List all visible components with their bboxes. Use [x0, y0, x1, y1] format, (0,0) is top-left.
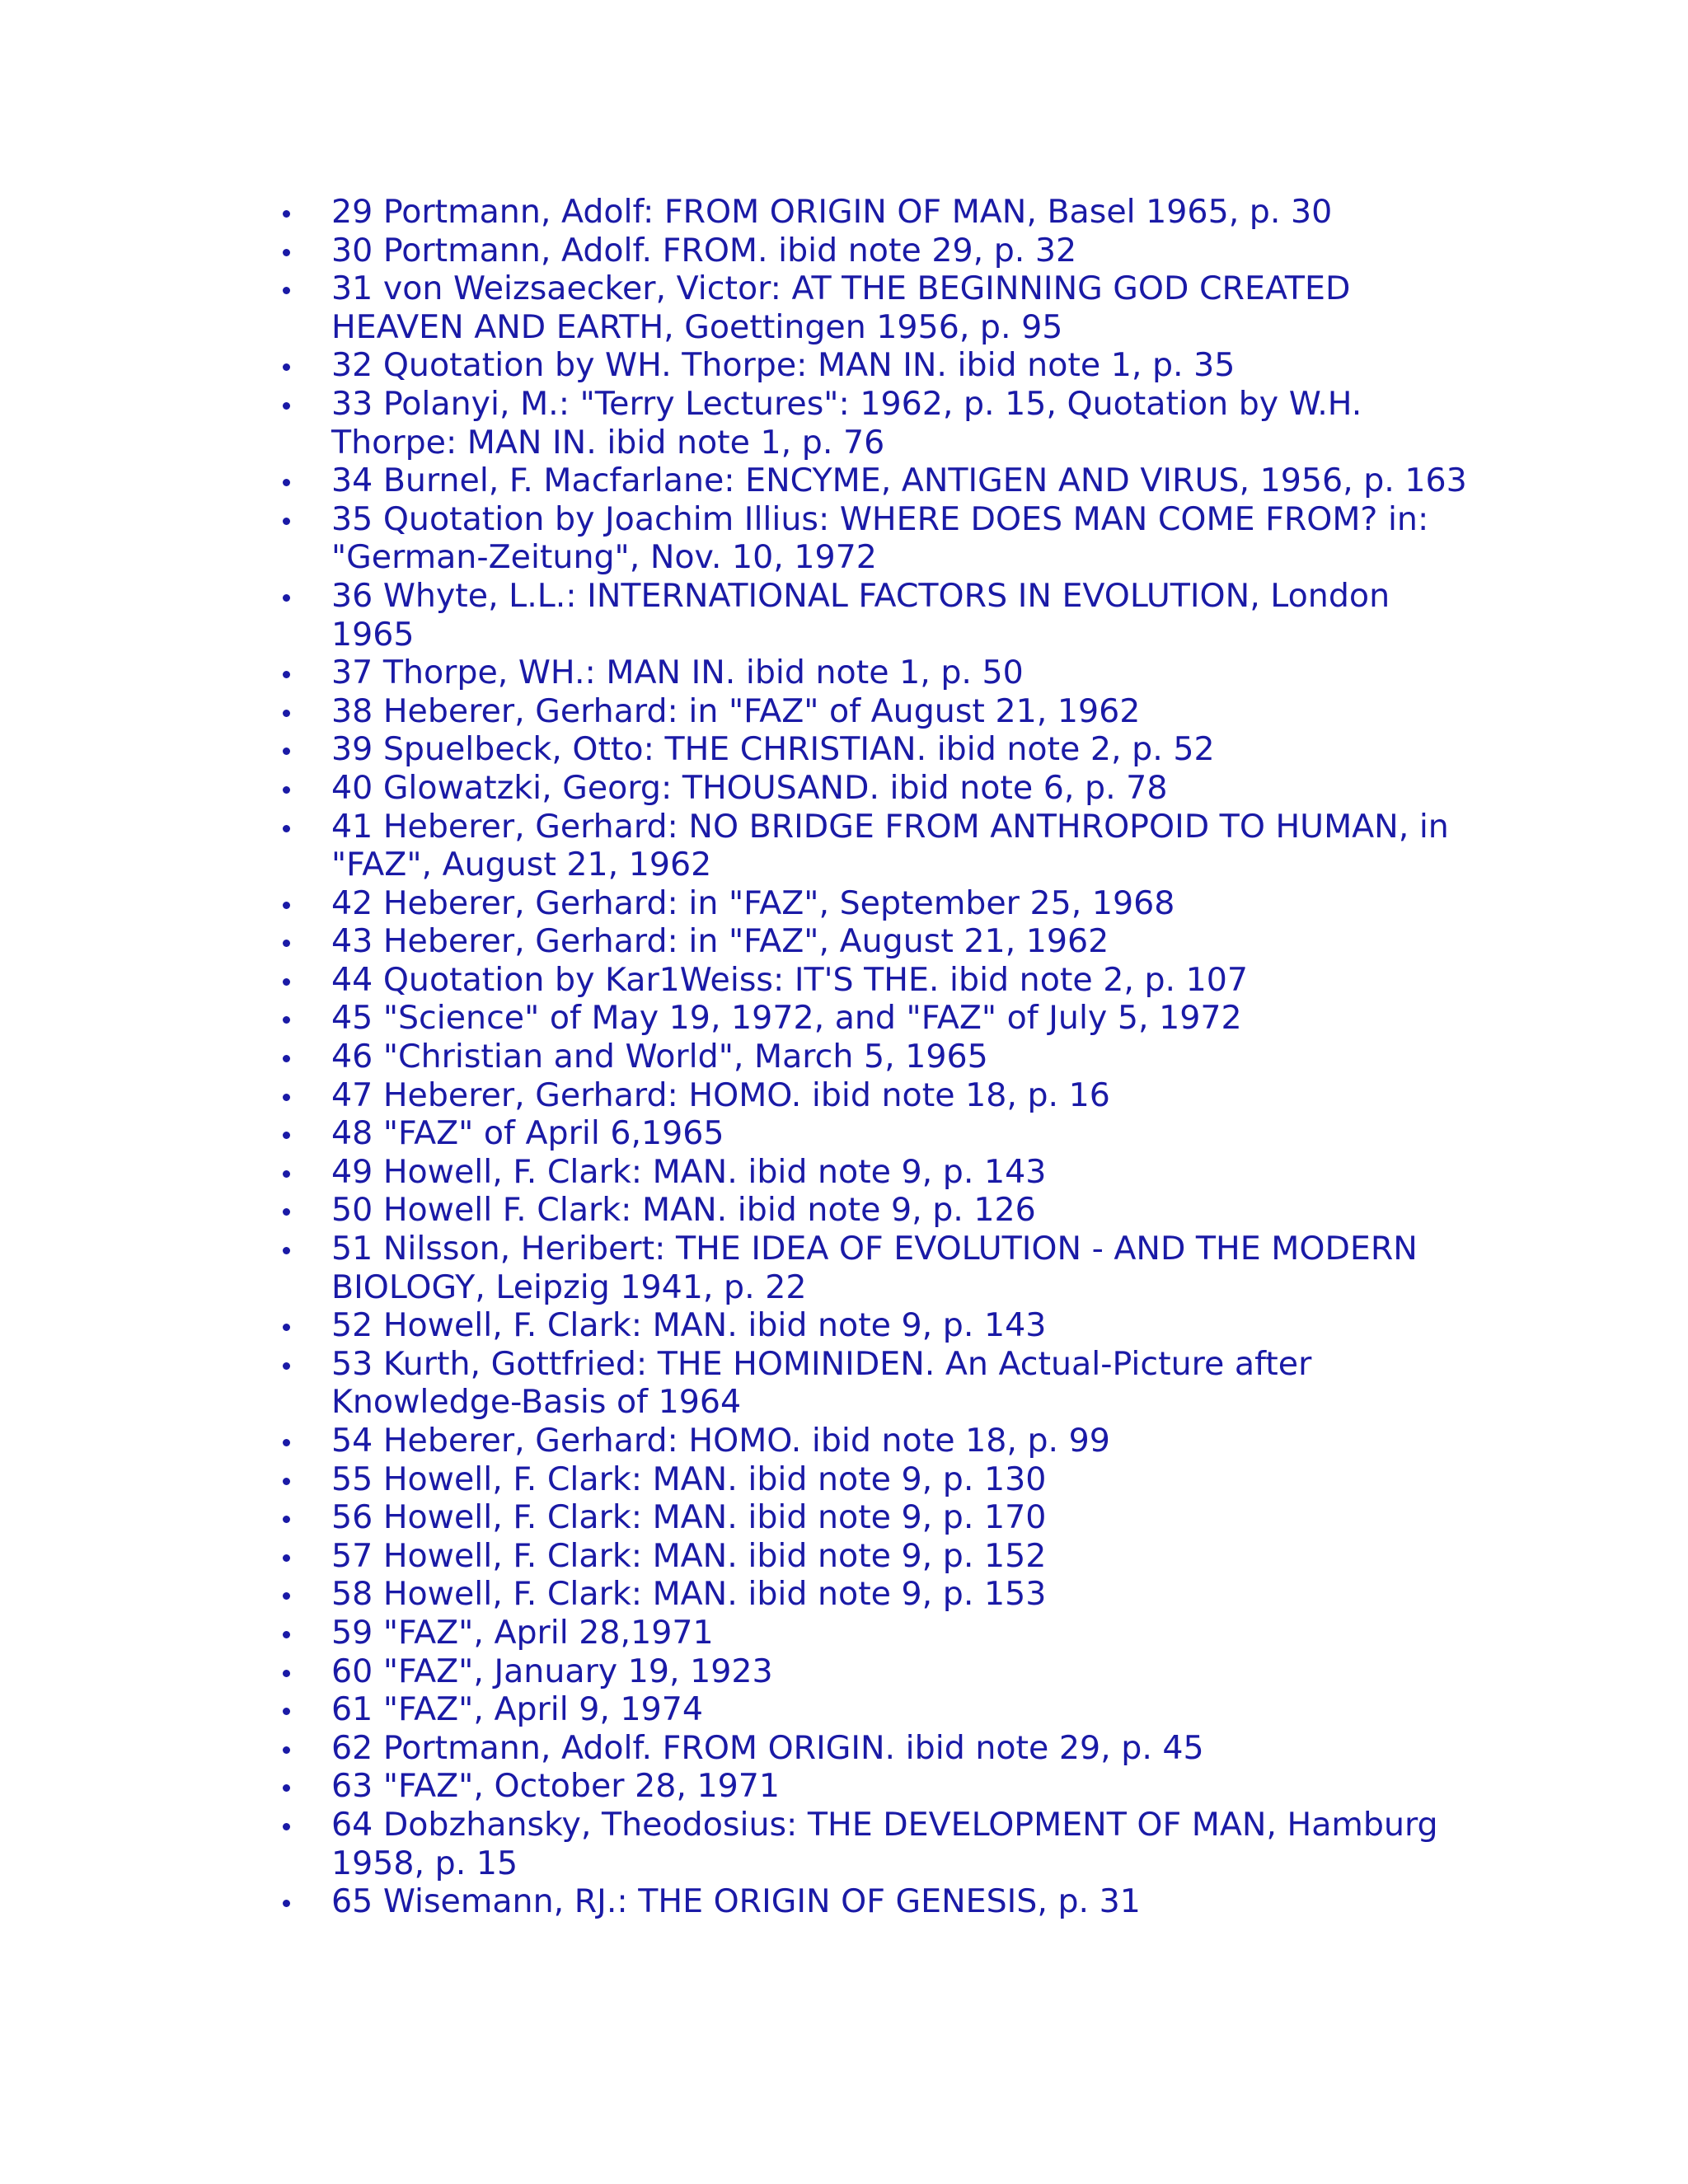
bullet-icon — [283, 518, 290, 525]
endnote-item — [278, 1230, 1473, 1306]
endnote-item — [278, 1153, 1473, 1192]
endnote-text: 44 Quotation by Kar1Weiss: IT'S THE. ibid note 2, p. 107 — [331, 960, 1249, 999]
endnote-text: 45 "Science" of May 19, 1972, and "FAZ" of July 5, 1972 — [331, 999, 1242, 1038]
endnote-item — [278, 232, 1473, 270]
endnote-text: 50 Howell F. Clark: MAN. ibid note 9, p. 126 — [331, 1191, 1036, 1230]
bullet-icon — [283, 1132, 290, 1139]
endnote-text: 30 Portmann, Adolf. FROM. ibid note 29, p. 32 — [331, 231, 1077, 269]
bullet-icon — [283, 1516, 290, 1523]
endnote-item — [278, 1076, 1473, 1115]
endnote-text: 54 Heberer, Gerhard: HOMO. ibid note 18, p. 99 — [331, 1422, 1110, 1460]
endnote-item — [278, 808, 1473, 884]
bullet-icon — [283, 594, 290, 602]
endnote-text: 33 Polanyi, M.: "Terry Lectures": 1962, p. 15, Quotation by W.H. Thorpe: MAN IN. ibid note 1, p. 76 — [331, 384, 1362, 462]
endnote-item — [278, 1038, 1473, 1076]
endnote-text: 46 "Christian and World", March 5, 1965 — [331, 1038, 988, 1076]
bullet-icon — [283, 1823, 290, 1830]
bullet-icon — [283, 748, 290, 755]
endnote-item — [278, 730, 1473, 769]
endnote-text: 61 "FAZ", April 9, 1974 — [331, 1690, 704, 1729]
endnote-item — [278, 1498, 1473, 1537]
endnote-text: 41 Heberer, Gerhard: NO BRIDGE FROM ANTHROPOID TO HUMAN, in "FAZ", August 21, 1962 — [331, 807, 1449, 884]
endnote-text: 55 Howell, F. Clark: MAN. ibid note 9, p. 130 — [331, 1460, 1047, 1498]
endnote-item — [278, 269, 1473, 346]
endnote-text: 53 Kurth, Gottfried: THE HOMINIDEN. An Actual-Picture after Knowledge-Basis of 1964 — [331, 1344, 1312, 1422]
endnote-item — [278, 1767, 1473, 1806]
endnote-text: 65 Wisemann, RJ.: THE ORIGIN OF GENESIS, p. 31 — [331, 1882, 1141, 1921]
endnote-text: 60 "FAZ", January 19, 1923 — [331, 1652, 773, 1690]
endnote-item — [278, 385, 1473, 462]
endnote-text: 48 "FAZ" of April 6,1965 — [331, 1114, 724, 1153]
endnote-item — [278, 1575, 1473, 1614]
bullet-icon — [283, 978, 290, 986]
endnote-item — [278, 1806, 1473, 1882]
endnote-item — [278, 1537, 1473, 1576]
endnote-text: 64 Dobzhansky, Theodosius: THE DEVELOPMENT OF MAN, Hamburg 1958, p. 15 — [331, 1805, 1438, 1882]
bullet-icon — [283, 287, 290, 294]
endnote-text: 52 Howell, F. Clark: MAN. ibid note 9, p. 143 — [331, 1306, 1047, 1345]
bullet-icon — [283, 1631, 290, 1638]
endnote-text: 38 Heberer, Gerhard: in "FAZ" of August 21, 1962 — [331, 691, 1141, 730]
bullet-icon — [283, 1746, 290, 1754]
endnote-item — [278, 654, 1473, 692]
bullet-icon — [283, 710, 290, 717]
endnote-text: 59 "FAZ", April 28,1971 — [331, 1613, 714, 1652]
bullet-icon — [283, 249, 290, 256]
endnote-text: 47 Heberer, Gerhard: HOMO. ibid note 18, p. 16 — [331, 1076, 1110, 1114]
bullet-icon — [283, 1554, 290, 1562]
endnote-text: 36 Whyte, L.L.: INTERNATIONAL FACTORS IN EVOLUTION, London 1965 — [331, 576, 1390, 654]
endnote-item — [278, 884, 1473, 923]
endnote-item — [278, 1729, 1473, 1768]
bullet-icon — [283, 902, 290, 909]
endnote-text: 35 Quotation by Joachim Illius: WHERE DOES MAN COME FROM? in: "German-Zeitung", Nov. 10, 1972 — [331, 499, 1429, 577]
endnotes-list — [278, 193, 1473, 1921]
endnote-item — [278, 961, 1473, 1000]
endnote-text: 32 Quotation by WH. Thorpe: MAN IN. ibid note 1, p. 35 — [331, 346, 1236, 385]
endnote-item — [278, 1460, 1473, 1499]
endnote-text: 51 Nilsson, Heribert: THE IDEA OF EVOLUTION - AND THE MODERN BIOLOGY, Leipzig 1941, p. 22 — [331, 1230, 1418, 1306]
bullet-icon — [283, 1055, 290, 1062]
endnote-item — [278, 500, 1473, 577]
bullet-icon — [283, 940, 290, 947]
endnote-item — [278, 1652, 1473, 1691]
bullet-icon — [283, 671, 290, 678]
endnote-item — [278, 346, 1473, 385]
endnote-item — [278, 1690, 1473, 1729]
endnote-text: 31 von Weizsaecker, Victor: AT THE BEGINNING GOD CREATED HEAVEN AND EARTH, Goettingen 1956, p. 95 — [331, 269, 1351, 346]
bullet-icon — [283, 825, 290, 832]
endnote-item — [278, 692, 1473, 731]
endnote-item — [278, 1422, 1473, 1460]
bullet-icon — [283, 1247, 290, 1254]
bullet-icon — [283, 1592, 290, 1600]
bullet-icon — [283, 1170, 290, 1178]
bullet-icon — [283, 210, 290, 218]
bullet-icon — [283, 363, 290, 371]
bullet-icon — [283, 479, 290, 486]
endnote-item — [278, 577, 1473, 654]
endnote-item — [278, 1191, 1473, 1230]
endnote-item — [278, 1306, 1473, 1345]
bullet-icon — [283, 1094, 290, 1101]
endnote-item — [278, 922, 1473, 961]
endnote-text: 29 Portmann, Adolf: FROM ORIGIN OF MAN, Basel 1965, p. 30 — [331, 193, 1333, 231]
bullet-icon — [283, 786, 290, 794]
endnote-item — [278, 193, 1473, 232]
bullet-icon — [283, 1016, 290, 1024]
endnote-text: 34 Burnel, F. Macfarlane: ENCYME, ANTIGEN AND VIRUS, 1956, p. 163 — [331, 462, 1467, 500]
endnote-text: 39 Spuelbeck, Otto: THE CHRISTIAN. ibid note 2, p. 52 — [331, 730, 1215, 769]
bullet-icon — [283, 402, 290, 410]
bullet-icon — [283, 1670, 290, 1677]
endnote-item — [278, 999, 1473, 1038]
endnote-item — [278, 1114, 1473, 1153]
endnote-text: 37 Thorpe, WH.: MAN IN. ibid note 1, p. 50 — [331, 654, 1024, 692]
endnote-item — [278, 769, 1473, 808]
bullet-icon — [283, 1208, 290, 1216]
endnote-item — [278, 1614, 1473, 1652]
bullet-icon — [283, 1362, 290, 1370]
bullet-icon — [283, 1708, 290, 1715]
endnote-text: 62 Portmann, Adolf. FROM ORIGIN. ibid note 29, p. 45 — [331, 1728, 1204, 1767]
bullet-icon — [283, 1900, 290, 1907]
endnote-text: 40 Glowatzki, Georg: THOUSAND. ibid note 6, p. 78 — [331, 768, 1168, 807]
endnote-text: 58 Howell, F. Clark: MAN. ibid note 9, p. 153 — [331, 1575, 1047, 1614]
endnote-text: 49 Howell, F. Clark: MAN. ibid note 9, p. 143 — [331, 1152, 1047, 1191]
bullet-icon — [283, 1478, 290, 1485]
endnote-text: 56 Howell, F. Clark: MAN. ibid note 9, p. 170 — [331, 1498, 1047, 1537]
endnote-item — [278, 1882, 1473, 1921]
endnote-item — [278, 462, 1473, 500]
bullet-icon — [283, 1324, 290, 1331]
endnote-text: 43 Heberer, Gerhard: in "FAZ", August 21, 1962 — [331, 922, 1109, 961]
endnote-text: 63 "FAZ", October 28, 1971 — [331, 1767, 780, 1806]
bullet-icon — [283, 1439, 290, 1446]
endnote-item — [278, 1345, 1473, 1422]
bullet-icon — [283, 1784, 290, 1792]
endnote-text: 57 Howell, F. Clark: MAN. ibid note 9, p. 152 — [331, 1536, 1047, 1575]
endnote-text: 42 Heberer, Gerhard: in "FAZ", September 25, 1968 — [331, 883, 1175, 922]
